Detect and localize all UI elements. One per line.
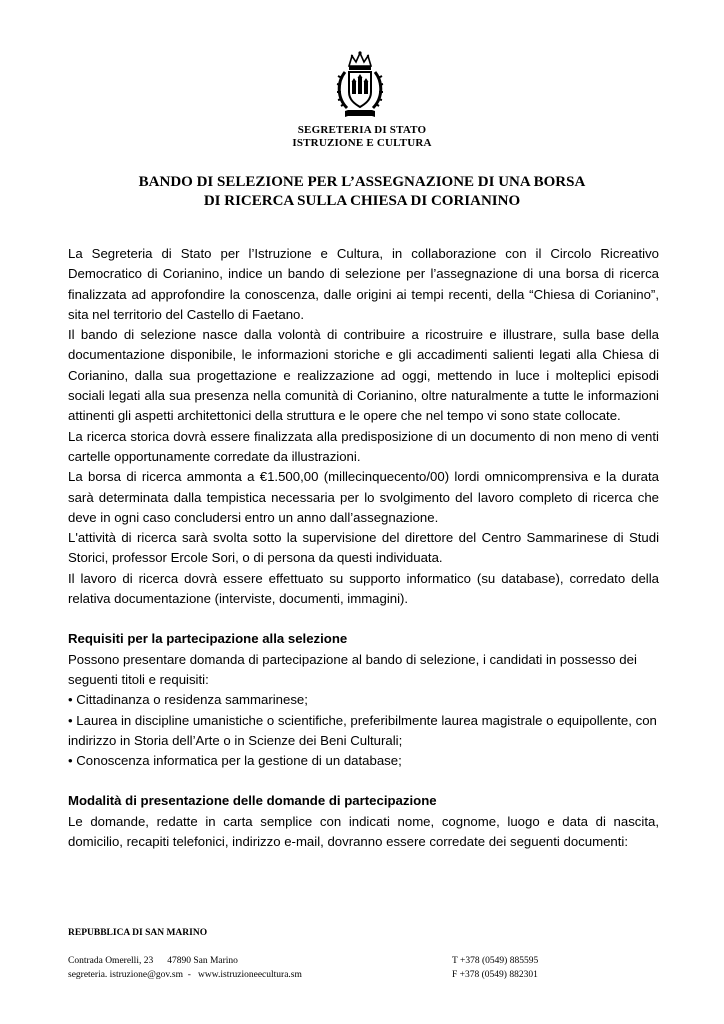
document-title-line-2: DI RICERCA SULLA CHIESA DI CORIANINO bbox=[203, 193, 521, 209]
footer-separator: - bbox=[187, 970, 191, 980]
body-paragraph: L'attività di ricerca sarà svolta sotto la supervisione del direttore del Centro Sammarinese di Studi Storici, professor Ercole Sori, o di persona da questi individuata. bbox=[68, 530, 659, 566]
submission-heading: Modalità di presentazione delle domande di partecipazione bbox=[68, 793, 437, 809]
submission-text: Le domande, redatte in carta semplice con indicati nome, cognome, luogo e data di nascita, domicilio, recapiti telefonici, indirizzo e-mail, dovranno essere corredate dei seguenti documenti: bbox=[68, 813, 659, 850]
footer-postal-city: 47890 San Marino bbox=[167, 956, 238, 966]
body-paragraph: Il lavoro di ricerca dovrà essere effettuato su supporto informatico (su database), corredato della relativa documentazione (interviste, documenti, immagini). bbox=[68, 570, 659, 607]
body-paragraph: La borsa di ricerca ammonta a €1.500,00 (millecinquecento/00) lordi omnicomprensiva e la durata sarà determinata dalla tempistica necessaria per lo svolgimento del lavoro completo di ricerca che deve in ogni caso concludersi entro un anno dall’assegnazione. bbox=[68, 469, 659, 525]
body-paragraph: La ricerca storica dovrà essere finalizzata alla predisposizione di un documento di non meno di venti cartelle opportunamente corredate da illustrazioni. bbox=[68, 428, 659, 464]
san-marino-coat-of-arms-icon bbox=[333, 50, 387, 122]
requirement-item: • Laurea in discipline umanistiche o scientifiche, preferibilmente laurea magistrale o equipollente, con indirizzo in Storia dell’Arte o in Scienze dei Beni Culturali; bbox=[68, 712, 657, 748]
document-title-line-1: BANDO DI SELEZIONE PER L’ASSEGNAZIONE DI UNA BORSA bbox=[138, 174, 586, 190]
letterhead-office: ISTRUZIONE E CULTURA bbox=[292, 137, 432, 149]
document-body bbox=[68, 244, 659, 852]
requirements-heading: Requisiti per la partecipazione alla selezione bbox=[68, 631, 348, 647]
requirements-intro: Possono presentare domanda di partecipazione al bando di selezione, i candidati in possesso dei seguenti titoli e requisiti: bbox=[68, 651, 637, 687]
body-paragraph: Il bando di selezione nasce dalla volontà di contribuire a ricostruire e illustrare, sulla base della documentazione disponibile, le informazioni storiche e gli accadimenti salienti legati alla Chiesa di Corianino, dalla sua progettazione e realizzazione ad oggi, mettendo in luce i molteplici episodi sociali legati alla sua presenza nella comunità di Corianino, oltre naturalmente a tutte le informazioni attinenti gli aspetti architettonici della struttura e le opere che nel tempo vi sono state collocate. bbox=[68, 327, 659, 424]
footer-street: Contrada Omerelli, 23 bbox=[68, 956, 154, 966]
body-paragraph: La Segreteria di Stato per l’Istruzione e Cultura, in collaborazione con il Circolo Ricreativo Democratico di Corianino, indice un bando di selezione per l’assegnazione di una borsa di ricerca finalizzata ad approfondire la conoscenza, dalle origini ai tempi recenti, della “Chiesa di Corianino”, sita nel territorio del Castello di Faetano. bbox=[68, 246, 659, 322]
requirement-item: • Cittadinanza o residenza sammarinese; bbox=[68, 692, 308, 708]
footer-fax: F +378 (0549) 882301 bbox=[452, 970, 538, 980]
footer-address bbox=[68, 956, 238, 966]
footer-website: www.istruzioneecultura.sm bbox=[198, 970, 302, 980]
footer-phone: T +378 (0549) 885595 bbox=[452, 956, 539, 966]
requirement-item: • Conoscenza informatica per la gestione di un database; bbox=[68, 753, 402, 769]
footer-contacts bbox=[68, 970, 302, 980]
letterhead-department: SEGRETERIA DI STATO bbox=[297, 124, 427, 136]
footer-email: segreteria. istruzione@gov.sm bbox=[68, 970, 183, 980]
footer-country: REPUBBLICA DI SAN MARINO bbox=[68, 928, 208, 938]
